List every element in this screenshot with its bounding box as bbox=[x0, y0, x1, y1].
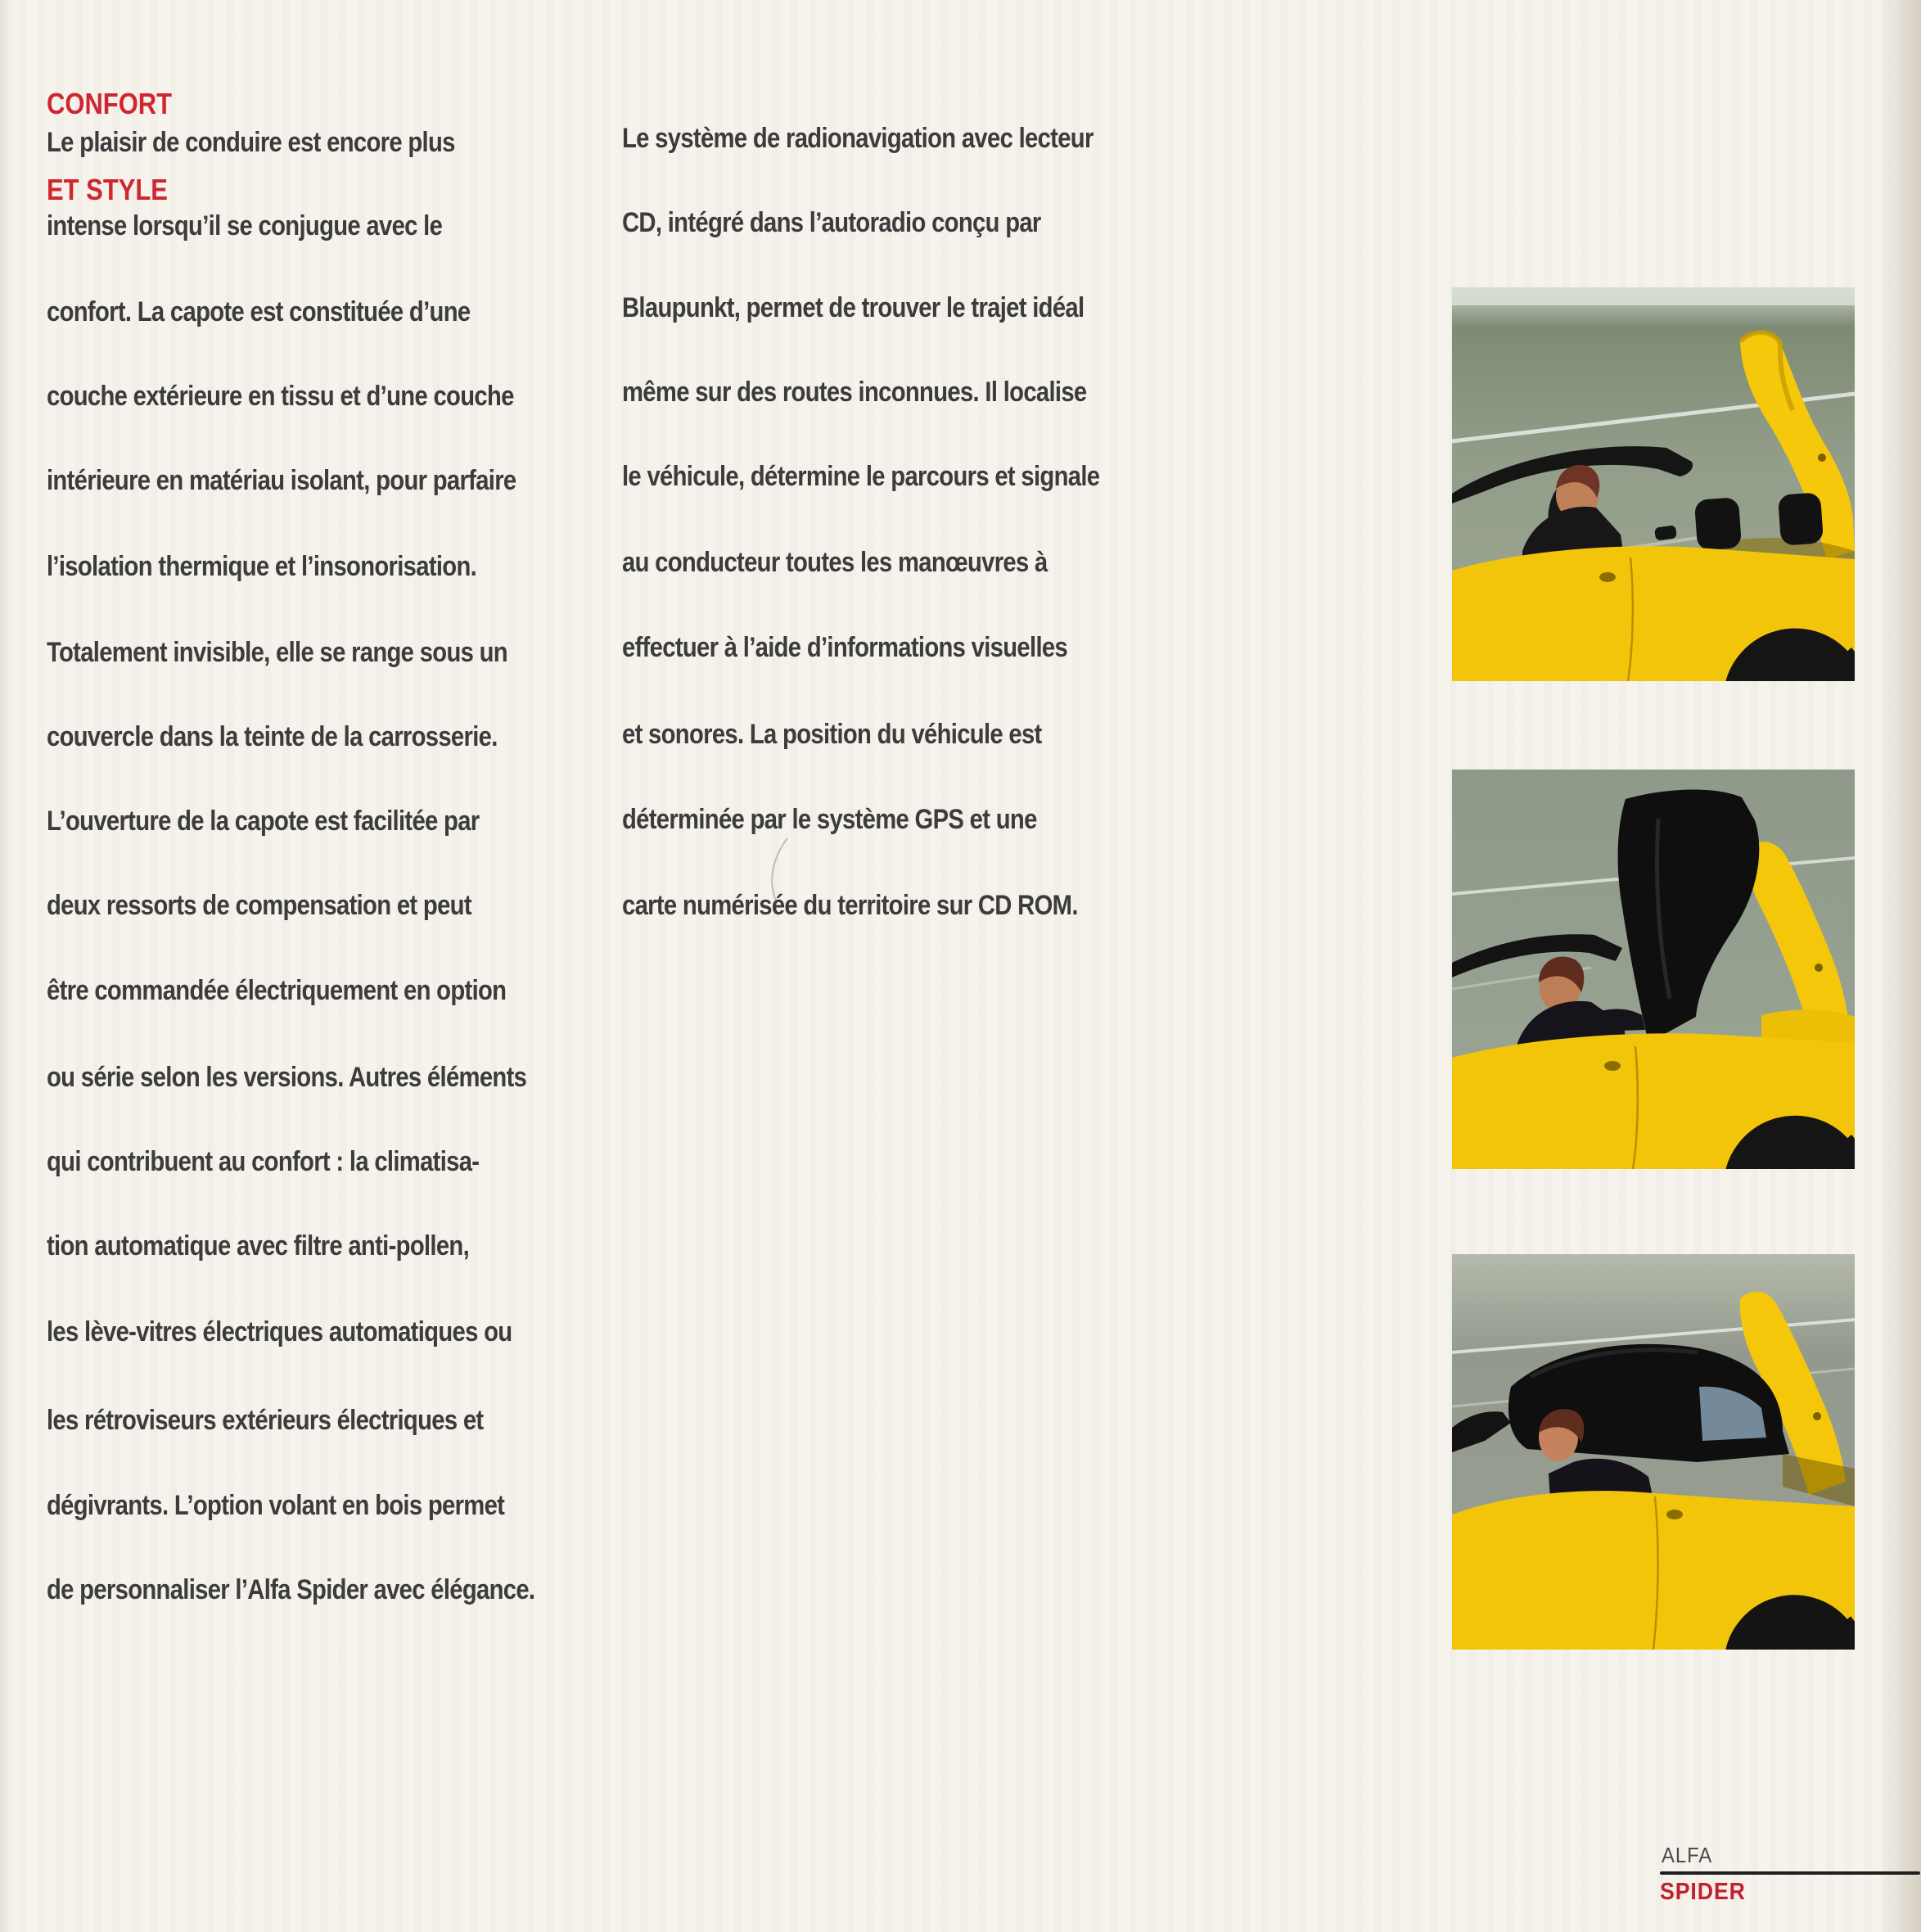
body-text-line: déterminée par le système GPS et une bbox=[622, 804, 1037, 835]
body-text-line: couvercle dans la teinte de la carrosserie. bbox=[47, 721, 498, 752]
body-text-line: Blaupunkt, permet de trouver le trajet idéal bbox=[622, 292, 1085, 323]
body-text-line: les lève-vitres électriques automatiques ou bbox=[47, 1316, 512, 1347]
body-text-line: au conducteur toutes les manœuvres à bbox=[622, 547, 1048, 578]
photo-roof-folding-illustration bbox=[1452, 770, 1855, 1169]
section-heading: CONFORT bbox=[47, 87, 173, 120]
brand-spider: SPIDER bbox=[1660, 1879, 1746, 1905]
body-text-line: même sur des routes inconnues. Il localise bbox=[622, 377, 1087, 408]
photo-roof-folding bbox=[1452, 770, 1855, 1169]
body-text-line: Totalement invisible, elle se range sous un bbox=[47, 637, 507, 668]
body-text-line: L’ouverture de la capote est facilitée par bbox=[47, 806, 480, 837]
body-text-line: et sonores. La position du véhicule est bbox=[622, 719, 1042, 750]
body-text-line: confort. La capote est constituée d’une bbox=[47, 296, 471, 327]
scan-artifact-curve bbox=[761, 835, 797, 904]
body-text-line: de personnaliser l’Alfa Spider avec élégance. bbox=[47, 1574, 535, 1605]
body-text-line: effectuer à l’aide d’informations visuelles bbox=[622, 632, 1068, 663]
brand-alfa: ALFA bbox=[1662, 1843, 1713, 1867]
body-text-line: CD, intégré dans l’autoradio conçu par bbox=[622, 207, 1041, 238]
photo-roof-closing-illustration bbox=[1452, 1254, 1855, 1650]
body-text-line: carte numérisée du territoire sur CD ROM. bbox=[622, 890, 1078, 921]
brand-rule bbox=[1660, 1871, 1920, 1875]
body-text-line: qui contribuent au confort : la climatisa- bbox=[47, 1146, 480, 1177]
body-text-line: deux ressorts de compensation et peut bbox=[47, 890, 471, 921]
photo-roof-open-illustration bbox=[1452, 287, 1855, 681]
body-text-line: ou série selon les versions. Autres éléments bbox=[47, 1062, 527, 1093]
body-text-line: l’isolation thermique et l’insonorisation. bbox=[47, 551, 477, 582]
body-text-line: intérieure en matériau isolant, pour parfaire bbox=[47, 465, 516, 496]
section-heading: ET STYLE bbox=[47, 173, 168, 206]
body-text-line: dégivrants. L’option volant en bois permet bbox=[47, 1490, 505, 1521]
body-text-line: Le plaisir de conduire est encore plus bbox=[47, 127, 455, 158]
body-text-line: les rétroviseurs extérieurs électriques et bbox=[47, 1405, 484, 1436]
scan-artifact bbox=[761, 835, 797, 904]
body-text-line: couche extérieure en tissu et d’une couche bbox=[47, 381, 514, 412]
body-text-line: le véhicule, détermine le parcours et signale bbox=[622, 461, 1100, 492]
body-text-line: Le système de radionavigation avec lecteur bbox=[622, 123, 1094, 154]
photo-roof-closing bbox=[1452, 1254, 1855, 1650]
body-text-line: intense lorsqu’il se conjugue avec le bbox=[47, 210, 443, 242]
body-text-line: être commandée électriquement en option bbox=[47, 975, 507, 1006]
body-text-line: tion automatique avec filtre anti-pollen, bbox=[47, 1230, 470, 1262]
photo-roof-open bbox=[1452, 287, 1855, 681]
